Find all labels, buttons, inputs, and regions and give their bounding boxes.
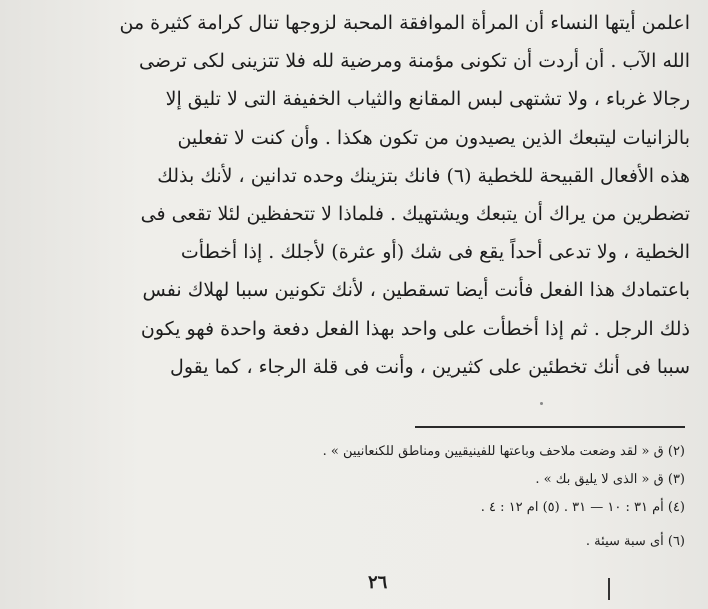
text-line: بالزانيات ليتبعك الذين يصيدون من تكون هكذا . وأن كنت لا تفعلين [177,126,690,149]
text-line: رجالا غرباء ، ولا تشتهى لبس المقانع والثياب الخفيفة التى لا تليق إلا [165,88,690,111]
footnote: (٦) أى سبة سيئة . [585,534,685,549]
footnote: (٢) ق « لقد وضعت ملاحف وباعتها للفينيقيين ومناطق للكنعانيين » . [322,444,685,459]
page-number: ٢٦ [368,572,388,593]
text-line: اعلمن أيتها النساء أن المرأة الموافقة المحبة لزوجها تنال كرامة كثيرة من [119,12,690,34]
footnotes [200,438,685,556]
footnote-divider [415,426,685,428]
text-line: باعتمادك هذا الفعل فأنت أيضا تسقطين ، لأنك تكونين سببا لهلاك نفس [142,279,690,302]
text-line: الخطية ، ولا تدعى أحداً يقع فى شك (أو عثرة) لأجلك . إذا أخطأت [180,241,690,264]
main-text [40,4,690,386]
text-line: سببا فى أنك تخطئين على كثيرين ، وأنت فى قلة الرجاء ، كما يقول [170,355,690,378]
footnote: (٤) أم ٣١ : ١٠ — ٣١ . (٥) ام ١٢ : ٤ . [480,500,685,515]
text-line: هذه الأفعال القبيحة للخطية (٦) فانك بتزينك وحده تدانين ، لأنك بذلك [157,164,690,187]
text-line: الله الآب . أن أردت أن تكونى مؤمنة ومرضية لله فلا تتزينى لكى ترضى [139,50,690,73]
text-line: ذلك الرجل . ثم إذا أخطأت على واحد بهذا الفعل دفعة واحدة فهو يكون [140,317,690,340]
text-line: تضطرين من يراك أن يتبعك ويشتهيك . فلماذا لا تتحفظين لئلا تقعى فى [140,202,690,225]
footnote: (٣) ق « الذى لا يليق بك » . [535,472,685,487]
paper-speck [540,402,543,405]
margin-mark [608,578,610,600]
